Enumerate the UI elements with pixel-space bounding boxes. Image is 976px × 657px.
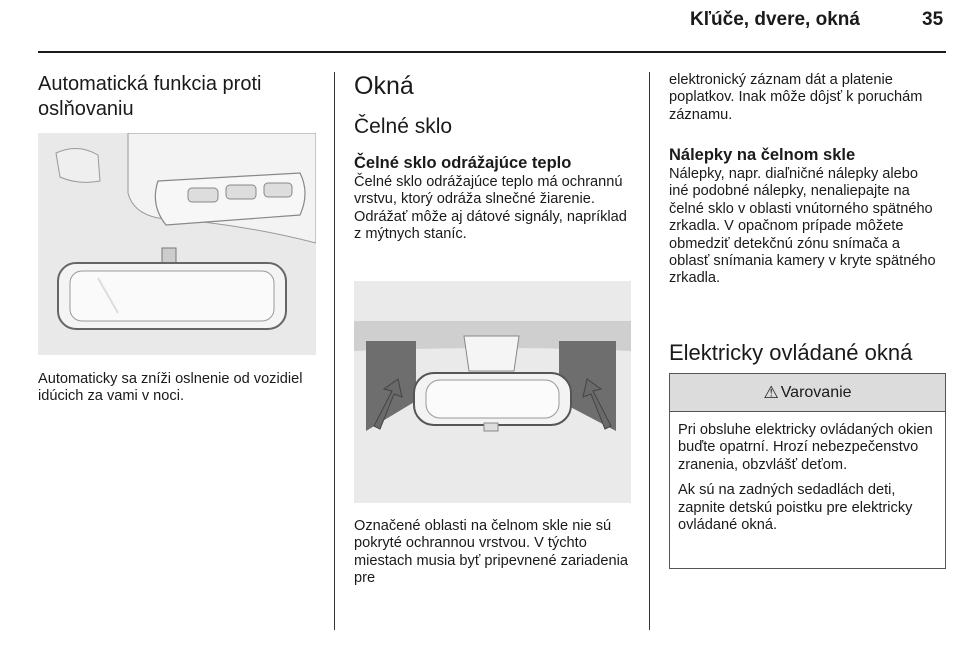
section-heading-antiglare: Automatická funkcia proti oslňovaniu [38, 73, 262, 120]
running-header-title: Kľúče, dvere, okná [690, 9, 860, 30]
warning-triangle-icon: ⚠ [763, 382, 779, 402]
page-number: 35 [922, 9, 944, 30]
stickers-description: Nálepky, napr. diaľničné nálepky alebo iné podobné nálepky, nenaliepajte na čelné sklo v oblasti vnútorného spätného zrkadla. V opačnom prípade môžete obmedziť detekčnú zónu snímača a oblasť snímania kamery v kryte spätného zrkadla. [669, 166, 936, 287]
rearview-mirror-drawing [38, 133, 316, 355]
windscreen-marked-areas-drawing [354, 281, 631, 503]
warning-text-1: Pri obsluhe elektricky ovládaných okien buďte opatrní. Hrozí nebezpečenstvo zranenia, obzvlášť deťom. [678, 422, 933, 473]
warning-text-2: Ak sú na zadných sedadlách deti, zapnite detskú poistku pre elektricky ovládané okná. [678, 482, 913, 534]
header-rule [38, 51, 946, 53]
warning-body [670, 412, 945, 534]
heat-reflecting-description: Čelné sklo odrážajúce teplo má ochrannú vrstvu, ktorý odráža slnečné žiarenie. Odrážať môže aj dátové signály, napríklad z mýtnych staníc. [354, 174, 627, 243]
warning-box [669, 373, 946, 569]
mirror-illustration [38, 133, 316, 355]
warning-header [670, 374, 945, 412]
section-heading-power-windows: Elektricky ovládané okná [669, 340, 913, 365]
column-divider-1 [334, 72, 335, 630]
heading-stickers: Nálepky na čelnom skle [669, 146, 856, 164]
recording-continued-text: elektronický záznam dát a platenie poplatkov. Inak môže dôjsť k poruchám záznamu. [669, 72, 923, 123]
section-heading-windows: Okná [354, 72, 414, 100]
warning-title: Varovanie [780, 383, 852, 401]
antiglare-description: Automaticky sa zníži oslnenie od vozidiel idúcich za vami v noci. [38, 371, 303, 405]
windscreen-illustration [354, 281, 631, 503]
column-divider-2 [649, 72, 650, 630]
heading-heat-reflecting-windscreen: Čelné sklo odrážajúce teplo [354, 154, 572, 172]
marked-areas-description: Označené oblasti na čelnom skle nie sú pokryté ochrannou vrstvou. V týchto miestach musia byť pripevnené zariadenia pre [354, 518, 628, 587]
subheading-windscreen: Čelné sklo [354, 115, 453, 138]
